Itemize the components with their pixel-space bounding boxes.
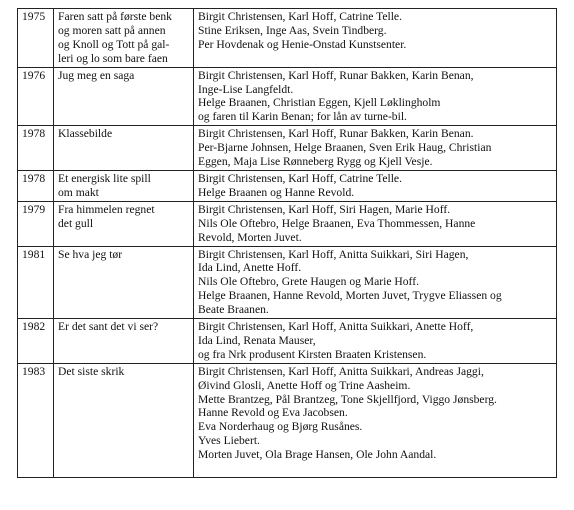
cast-line: og fra Nrk produsent Kirsten Braaten Kristensen. xyxy=(198,347,427,361)
title-cell xyxy=(54,246,194,319)
title-line: Et energisk lite spill xyxy=(58,171,151,185)
title-cell xyxy=(54,319,194,364)
title-line: det gull xyxy=(58,216,94,230)
cast-line: Eva Norderhaug og Bjørg Rusånes. xyxy=(198,420,363,434)
year-cell: 1978 xyxy=(18,170,54,201)
cast-line: Inge-Lise Langfeldt. xyxy=(198,82,294,96)
year-cell: 1978 xyxy=(18,126,54,171)
title-line: Jug meg en saga xyxy=(58,68,135,82)
cast-line: Birgit Christensen, Karl Hoff, Anitta Suikkari, Andreas Jaggi, xyxy=(198,364,484,378)
table-row xyxy=(18,319,557,364)
cast-line: Stine Eriksen, Inge Aas, Svein Tindberg. xyxy=(198,23,387,37)
title-line: Klassebilde xyxy=(58,127,113,141)
title-line: og Knoll og Tott på gal- xyxy=(58,37,170,51)
cast-cell xyxy=(194,363,557,477)
year-cell: 1981 xyxy=(18,246,54,319)
title-cell xyxy=(54,363,194,477)
title-line: og moren satt på annen xyxy=(58,23,166,37)
cast-line: og faren til Karin Benan; for lån av turne-bil. xyxy=(198,110,407,124)
cast-line: Øivind Glosli, Anette Hoff og Trine Aasheim. xyxy=(198,378,411,392)
table-row xyxy=(18,201,557,246)
cast-line: Nils Ole Oftebro, Grete Haugen og Marie Hoff. xyxy=(198,275,419,289)
title-cell xyxy=(54,9,194,68)
cast-line: Birgit Christensen, Karl Hoff, Runar Bakken, Karin Benan, xyxy=(198,68,474,82)
title-line: Faren satt på første benk xyxy=(58,10,172,23)
table-row xyxy=(18,67,557,126)
table-body xyxy=(18,9,557,478)
cast-cell xyxy=(194,319,557,364)
cast-cell xyxy=(194,9,557,68)
cast-cell xyxy=(194,67,557,126)
cast-line: Ida Lind, Renata Mauser, xyxy=(198,333,316,347)
title-cell xyxy=(54,67,194,126)
year-cell: 1975 xyxy=(18,9,54,68)
year-cell: 1983 xyxy=(18,363,54,477)
table-row xyxy=(18,246,557,319)
production-table xyxy=(17,8,557,478)
cast-line: Birgit Christensen, Karl Hoff, Anitta Suikkari, Siri Hagen, xyxy=(198,247,469,261)
cast-line: Hanne Revold og Eva Jacobsen. xyxy=(198,406,348,420)
cast-line: Helge Braanen, Hanne Revold, Morten Juvet, Trygve Eliassen og xyxy=(198,289,502,303)
table-row xyxy=(18,363,557,477)
title-line: Fra himmelen regnet xyxy=(58,202,155,216)
cast-line xyxy=(198,462,553,476)
cast-line: Per Hovdenak og Henie-Onstad Kunstsenter. xyxy=(198,37,407,51)
cast-line: Helge Braanen, Christian Eggen, Kjell Løklingholm xyxy=(198,96,441,110)
cast-line: Helge Braanen og Hanne Revold. xyxy=(198,185,355,199)
cast-line: Per-Bjarne Johnsen, Helge Braanen, Sven Erik Haug, Christian xyxy=(198,141,492,155)
cast-line: Mette Brantzeg, Pål Brantzeg, Tone Skjellfjord, Viggo Jønsberg. xyxy=(198,392,497,406)
title-cell xyxy=(54,201,194,246)
title-line: Det siste skrik xyxy=(58,364,125,378)
cast-cell xyxy=(194,126,557,171)
cast-cell xyxy=(194,201,557,246)
title-cell xyxy=(54,170,194,201)
table-row xyxy=(18,170,557,201)
cast-line: Revold, Morten Juvet. xyxy=(198,230,302,244)
cast-line: Birgit Christensen, Karl Hoff, Anitta Suikkari, Anette Hoff, xyxy=(198,320,474,334)
table-row xyxy=(18,126,557,171)
title-line: om makt xyxy=(58,185,99,199)
cast-line: Birgit Christensen, Karl Hoff, Runar Bakken, Karin Benan. xyxy=(198,127,474,141)
title-line: leri og lo som bare faen xyxy=(58,51,168,65)
year-cell: 1982 xyxy=(18,319,54,364)
title-cell xyxy=(54,126,194,171)
cast-line: Beate Braanen. xyxy=(198,303,269,317)
cast-line: Eggen, Maja Lise Rønneberg Rygg og Kjell Vesje. xyxy=(198,155,433,169)
cast-line: Nils Ole Oftebro, Helge Braanen, Eva Thommessen, Hanne xyxy=(198,216,476,230)
cast-line: Yves Liebert. xyxy=(198,434,260,448)
cast-cell xyxy=(194,246,557,319)
cast-line: Ida Lind, Anette Hoff. xyxy=(198,261,302,275)
title-line: Se hva jeg tør xyxy=(58,247,123,261)
cast-line: Birgit Christensen, Karl Hoff, Catrine Telle. xyxy=(198,10,402,23)
title-line: Er det sant det vi ser? xyxy=(58,320,159,334)
cast-cell xyxy=(194,170,557,201)
year-cell: 1976 xyxy=(18,67,54,126)
cast-line: Birgit Christensen, Karl Hoff, Catrine Telle. xyxy=(198,171,402,185)
table-row xyxy=(18,9,557,68)
year-cell: 1979 xyxy=(18,201,54,246)
cast-line: Morten Juvet, Ola Brage Hansen, Ole John Aandal. xyxy=(198,448,437,462)
cast-line: Birgit Christensen, Karl Hoff, Siri Hagen, Marie Hoff. xyxy=(198,202,451,216)
